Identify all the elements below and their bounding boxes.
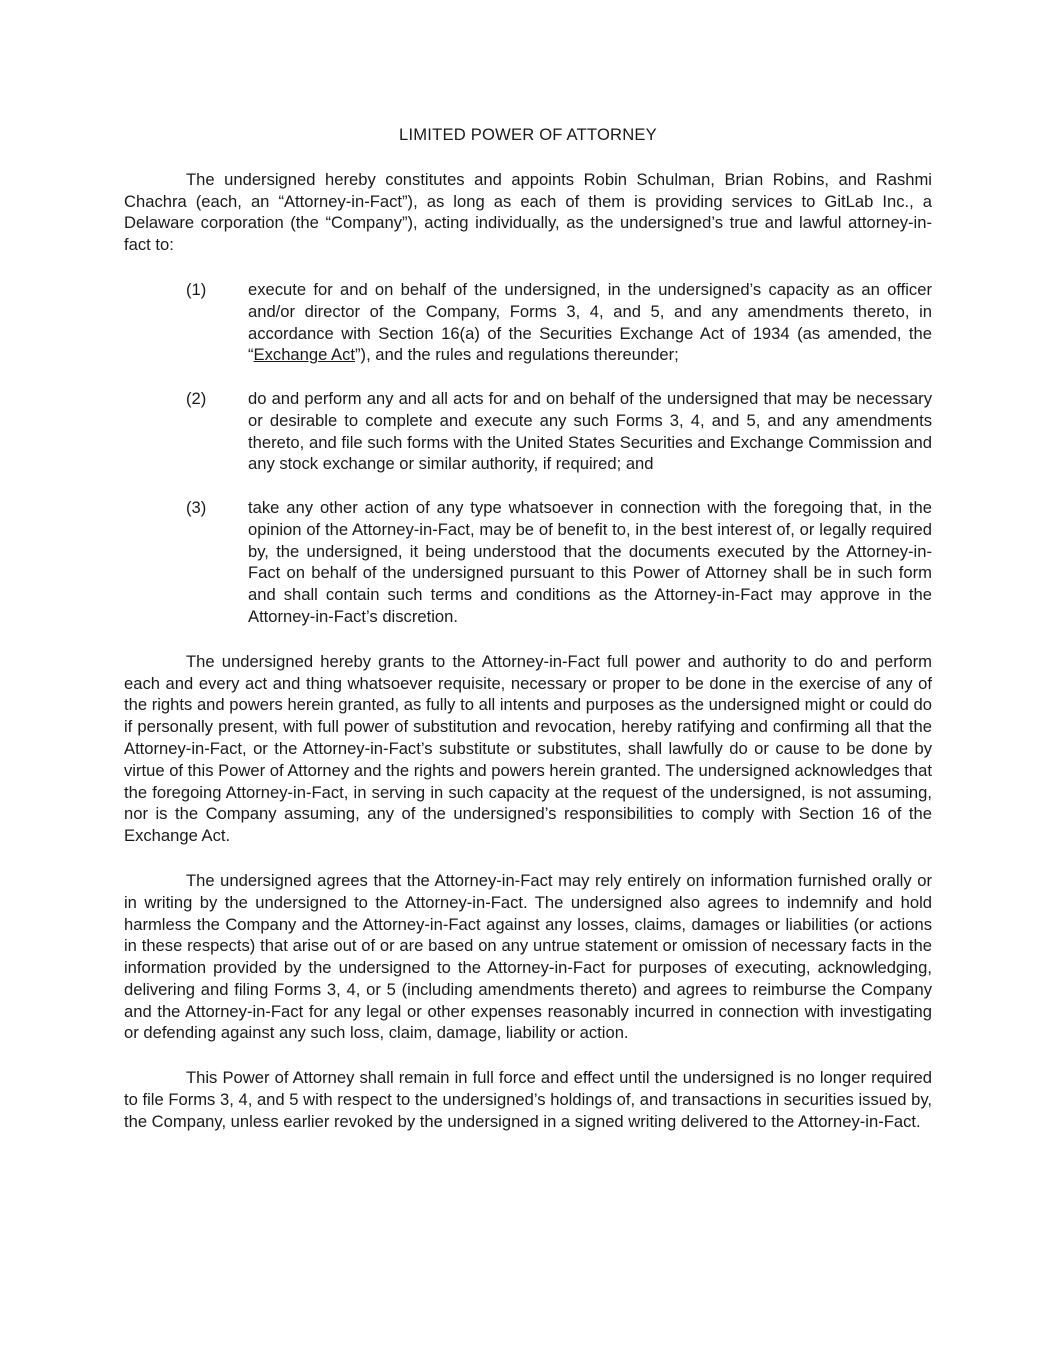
list-item-number: (2) [186,388,207,408]
reliance-paragraph: The undersigned agrees that the Attorney-in-Fact may rely entirely on information furnished orally or in writing by the undersigned to the Attorney-in-Fact. The undersigned also agrees to indemnify and hold harmless the Company and the Attorney-in-Fact against any losses, claims, damages or liabilities (or actions in these respects) that arise out of or are based on any untrue statement or omission of necessary facts in the information provided by the undersigned to the Attorney-in-Fact for purposes of executing, acknowledging, delivering and filing Forms 3, 4, or 5 (including amendments thereto) and agrees to reimburse the Company and the Attorney-in-Fact for any legal or other expenses reasonably incurred in connection with investigating or defending against any such loss, claim, damage, liability or action. [124,870,932,1043]
intro-paragraph: The undersigned hereby constitutes and appoints Robin Schulman, Brian Robins, and Rashmi Chachra (each, an “Attorney-in-Fact”), as long as each of them is providing services to GitLab Inc., a Delaware corporation (the “Company”), acting individually, as the undersigned’s true and lawful attorney-in-fact to: [124,169,932,255]
defined-term-exchange-act: Exchange Act [253,345,356,365]
list-item [124,279,932,366]
list-item-text-before: execute for and on behalf of the undersigned, in the undersigned’s capacity as an officer and/or director of the Company, Forms 3, 4, and 5, and any amendments thereto, in accordance with Section 16(a) of the Securities Exchange Act of 1934 (as amended, the “ [248,279,932,365]
document-page [124,124,932,1156]
list-item-number: (3) [186,497,207,517]
list-item [124,388,932,475]
list-item-text: do and perform any and all acts for and on behalf of the undersigned that may be necessary or desirable to complete and execute any such Forms 3, 4, and 5, and any amendments thereto, and file such forms with the United States Securities and Exchange Commission and any stock exchange or similar authority, if required; and [248,388,932,474]
authority-list [124,279,932,628]
list-item [124,497,932,628]
term-paragraph: This Power of Attorney shall remain in full force and effect until the undersigned is no longer required to file Forms 3, 4, and 5 with respect to the undersigned’s holdings of, and transactions in securities issued by, the Company, unless earlier revoked by the undersigned in a signed writing delivered to the Attorney-in-Fact. [124,1068,932,1131]
grant-paragraph: The undersigned hereby grants to the Attorney-in-Fact full power and authority to do and perform each and every act and thing whatsoever requisite, necessary or proper to be done in the exercise of any of the rights and powers herein granted, as fully to all intents and purposes as the undersigned might or could do if personally present, with full power of substitution and revocation, hereby ratifying and confirming all that the Attorney-in-Fact, or the Attorney-in-Fact’s substitute or substitutes, shall lawfully do or cause to be done by virtue of this Power of Attorney and the rights and powers herein granted. The undersigned acknowledges that the foregoing Attorney-in-Fact, in serving in such capacity at the request of the undersigned, is not assuming, nor is the Company assuming, any of the undersigned’s responsibilities to comply with Section 16 of the Exchange Act. [124,651,932,846]
list-item-text: take any other action of any type whatsoever in connection with the foregoing that, in the opinion of the Attorney-in-Fact, may be of benefit to, in the best interest of, or legally required by, the undersigned, it being understood that the documents executed by the Attorney-in-Fact on behalf of the undersigned pursuant to this Power of Attorney shall be in such form and shall contain such terms and conditions as the Attorney-in-Fact may approve in the Attorney-in-Fact’s discretion. [248,497,932,626]
list-item-text-after: ”), and the rules and regulations thereunder; [355,345,679,365]
list-item-number: (1) [186,279,207,299]
document-title: LIMITED POWER OF ATTORNEY [399,125,657,144]
list-item-text [248,279,932,366]
